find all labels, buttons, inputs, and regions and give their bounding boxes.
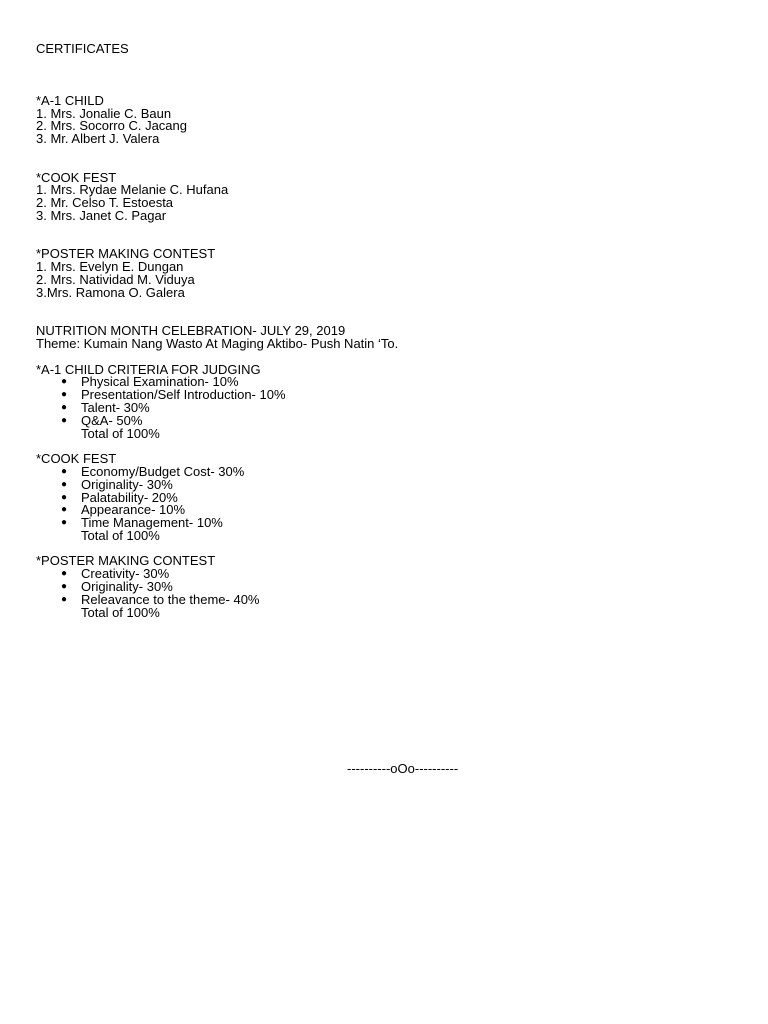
criteria-item: ● Appearance- 10% (61, 502, 186, 518)
award-section-a1-child (36, 92, 736, 147)
award-section-poster-making (36, 248, 736, 299)
document-title: CERTIFICATES (36, 41, 129, 56)
bullet-icon: ● (61, 401, 68, 413)
bullet-icon: ● (61, 376, 68, 388)
bullet-icon: ● (61, 517, 68, 529)
criteria-heading: *POSTER MAKING CONTEST (36, 553, 216, 569)
event-title: NUTRITION MONTH CELEBRATION- JULY 29, 2019 (36, 323, 346, 339)
criteria-item: ● Talent- 30% (61, 399, 150, 415)
award-heading: *COOK FEST (36, 169, 117, 185)
event-theme: Theme: Kumain Nang Wasto At Maging Aktibo- Push Natin ‘To. (36, 335, 399, 351)
criteria-total: Total of 100% (81, 604, 160, 620)
criteria-section-cook-fest (36, 453, 736, 543)
winner-line: 3.Mrs. Ramona O. Galera (36, 284, 185, 300)
award-heading: *POSTER MAKING CONTEST (36, 246, 216, 262)
document-page (36, 43, 736, 619)
award-heading: *A-1 CHILD (36, 92, 104, 108)
criteria-item: ● Releavance to the theme- 40% (61, 591, 260, 607)
bullet-icon: ● (61, 478, 68, 490)
criteria-item: ● Economy/Budget Cost- 30% (61, 463, 245, 479)
bullet-icon: ● (61, 389, 68, 401)
bullet-icon: ● (61, 465, 68, 477)
criteria-item: ● Physical Examination- 10% (61, 374, 239, 390)
winner-line: 1. Mrs. Jonalie C. Baun (36, 105, 172, 121)
winner-line: 3. Mrs. Janet C. Pagar (36, 207, 167, 223)
event-section (36, 325, 736, 351)
criteria-section-poster-making (36, 555, 736, 619)
criteria-list (36, 463, 736, 531)
criteria-item: ● Originality- 30% (61, 476, 173, 492)
bullet-icon: ● (61, 491, 68, 503)
winner-line: 1. Mrs. Rydae Melanie C. Hufana (36, 182, 229, 198)
criteria-list (36, 376, 736, 427)
criteria-item: ● Time Management- 10% (61, 515, 223, 531)
criteria-item: ● Palatability- 20% (61, 489, 178, 505)
winner-line: 2. Mrs. Socorro C. Jacang (36, 118, 187, 134)
criteria-section-a1-child (36, 361, 736, 441)
criteria-heading: *A-1 CHILD CRITERIA FOR JUDGING (36, 361, 261, 377)
document-end-marker: ----------oOo---------- (347, 761, 459, 776)
bullet-icon: ● (61, 581, 68, 593)
bullet-icon: ● (61, 504, 68, 516)
winner-line: 1. Mrs. Evelyn E. Dungan (36, 259, 184, 275)
criteria-item: ● Originality- 30% (61, 579, 173, 595)
criteria-total: Total of 100% (81, 527, 160, 543)
criteria-item: ● Presentation/Self Introduction- 10% (61, 387, 286, 403)
bullet-icon: ● (61, 593, 68, 605)
award-section-cook-fest (36, 169, 736, 223)
criteria-item: ● Q&A- 50% (61, 412, 143, 428)
winner-line: 3. Mr. Albert J. Valera (36, 131, 160, 147)
criteria-item: ● Creativity- 30% (61, 566, 170, 582)
winner-line: 2. Mr. Celso T. Estoesta (36, 195, 174, 211)
criteria-total: Total of 100% (81, 425, 160, 441)
winner-line: 2. Mrs. Natividad M. Viduya (36, 271, 195, 287)
criteria-list (36, 568, 736, 606)
bullet-icon: ● (61, 414, 68, 426)
bullet-icon: ● (61, 568, 68, 580)
criteria-heading: *COOK FEST (36, 451, 117, 467)
